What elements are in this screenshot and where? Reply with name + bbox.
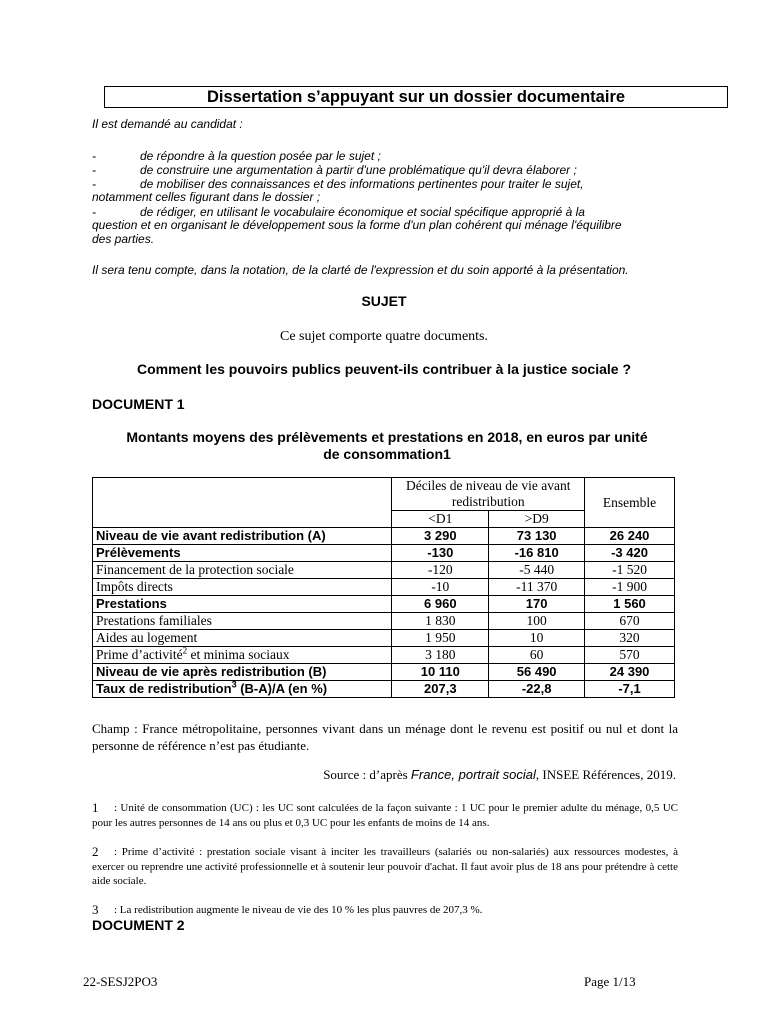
footnote-ref: 2 xyxy=(182,645,188,656)
dash: - xyxy=(92,149,96,163)
cell-d1: -130 xyxy=(392,545,489,562)
footnote-text: : Prime d’activité : prestation sociale visant à inciter les travailleurs (salariés ou non-salariés) aux ressources modestes, à exercer ou reprendre une activité professionnelle et à soutenir leur pouvoir d'achat. Il faut avoir plus de 18 ans pour prétendre à cette aide sociale. xyxy=(92,846,678,887)
header-deciles xyxy=(392,478,585,511)
instruction-item-cont: notamment celles figurant dans le dossier ; xyxy=(92,190,321,204)
row-label xyxy=(93,647,392,664)
cell-d9: 100 xyxy=(489,613,585,630)
cell-ensemble: 320 xyxy=(585,630,675,647)
row-label: Prestations xyxy=(93,596,392,613)
cell-d9: 56 490 xyxy=(489,664,585,681)
cell-d1: -120 xyxy=(392,562,489,579)
instruction-item: de répondre à la question posée par le sujet ; xyxy=(140,149,381,163)
row-label-text: (B-A)/A (en %) xyxy=(236,681,328,696)
table-row xyxy=(93,681,675,698)
cell-d1: 207,3 xyxy=(392,681,489,698)
header-ensemble: Ensemble xyxy=(585,478,675,528)
source-text xyxy=(323,767,676,783)
footer-code: 22-SESJ2PO3 xyxy=(83,974,158,989)
dash: - xyxy=(92,177,96,191)
row-label xyxy=(93,681,392,698)
cell-ensemble: 1 560 xyxy=(585,596,675,613)
cell-d1: 3 290 xyxy=(392,528,489,545)
row-label: Impôts directs xyxy=(93,579,392,596)
table-row xyxy=(93,545,675,562)
row-label: Financement de la protection sociale xyxy=(93,562,392,579)
row-label-text: Prime d’activité xyxy=(96,647,183,662)
sujet-label: SUJET xyxy=(361,293,407,309)
cell-d9: 73 130 xyxy=(489,528,585,545)
row-label-text: Taux de redistribution xyxy=(96,681,232,696)
header-deciles-line2: redistribution xyxy=(451,494,525,509)
row-label: Niveau de vie après redistribution (B) xyxy=(93,664,392,681)
cell-d1: -10 xyxy=(392,579,489,596)
footnote-number: 2 xyxy=(92,844,99,859)
footnote-text: : Unité de consommation (UC) : les UC sont calculées de la façon suivante : 1 UC pour le premier adulte du ménage, 0,5 UC pour les autres personnes de 14 ans ou plus et 0,3 UC pour les enfants de moins de 14 ans. xyxy=(92,802,678,829)
cell-ensemble: 24 390 xyxy=(585,664,675,681)
footnote-text: : La redistribution augmente le niveau de vie des 10 % les plus pauvres de 207,3 %. xyxy=(114,904,483,916)
source-post: , INSEE Références, 2019. xyxy=(535,767,676,782)
cell-d1: 10 110 xyxy=(392,664,489,681)
cell-ensemble: -7,1 xyxy=(585,681,675,698)
cell-ensemble: -3 420 xyxy=(585,545,675,562)
table-row xyxy=(93,630,675,647)
instruction-item: de mobiliser des connaissances et des informations pertinentes pour traiter le sujet, xyxy=(140,177,584,191)
document1-label: DOCUMENT 1 xyxy=(92,396,185,412)
table-row xyxy=(93,596,675,613)
sujet-count: Ce sujet comporte quatre documents. xyxy=(280,329,488,344)
row-label: Aides au logement xyxy=(93,630,392,647)
cell-ensemble: 570 xyxy=(585,647,675,664)
dash: - xyxy=(92,163,96,177)
cell-ensemble: -1 520 xyxy=(585,562,675,579)
instruction-item: de rédiger, en utilisant le vocabulaire économique et social spécifique approprié à la xyxy=(140,205,585,219)
cell-ensemble: 26 240 xyxy=(585,528,675,545)
instruction-item-cont: des parties. xyxy=(92,232,155,246)
champ-text: Champ : France métropolitaine, personnes vivant dans un ménage dont le revenu est positif ou nul et dont la personne de référence n’est pas étudiante. xyxy=(92,721,678,753)
cell-d9: 60 xyxy=(489,647,585,664)
table-row xyxy=(93,647,675,664)
header-d1: <D1 xyxy=(392,511,489,528)
cell-d1: 3 180 xyxy=(392,647,489,664)
table-row xyxy=(93,528,675,545)
source-title: France, portrait social xyxy=(410,767,536,782)
row-label-text: et minima sociaux xyxy=(187,647,290,662)
cell-d9: -16 810 xyxy=(489,545,585,562)
table-title xyxy=(92,429,682,463)
document-title: Dissertation s’appuyant sur un dossier documentaire xyxy=(104,86,728,108)
table-title-line1: Montants moyens des prélèvements et prestations en 2018, en euros par unité xyxy=(126,429,648,445)
cell-d1: 6 960 xyxy=(392,596,489,613)
row-label: Prélèvements xyxy=(93,545,392,562)
dash: - xyxy=(92,205,96,219)
data-table xyxy=(92,477,675,698)
document2-label: DOCUMENT 2 xyxy=(92,917,185,933)
table-row xyxy=(93,664,675,681)
table-row xyxy=(93,613,675,630)
row-label: Niveau de vie avant redistribution (A) xyxy=(93,528,392,545)
header-d9: >D9 xyxy=(489,511,585,528)
cell-ensemble: -1 900 xyxy=(585,579,675,596)
footnote-number: 3 xyxy=(92,902,99,917)
footnote-number: 1 xyxy=(92,800,99,815)
sujet-question: Comment les pouvoirs publics peuvent-ils contribuer à la justice sociale ? xyxy=(136,361,631,377)
cell-d9: 10 xyxy=(489,630,585,647)
cell-d1: 1 950 xyxy=(392,630,489,647)
table-title-line2: de consommation1 xyxy=(323,446,451,462)
header-deciles-line1: Déciles de niveau de vie avant xyxy=(405,478,571,493)
source-pre: Source : d’après xyxy=(323,767,411,782)
table-header-row xyxy=(93,478,675,511)
cell-d9: -11 370 xyxy=(489,579,585,596)
cell-d9: -5 440 xyxy=(489,562,585,579)
instructions-note: Il sera tenu compte, dans la notation, de la clarté de l'expression et du soin apporté à la présentation. xyxy=(92,263,629,277)
cell-d1: 1 830 xyxy=(392,613,489,630)
cell-d9: 170 xyxy=(489,596,585,613)
table-row xyxy=(93,562,675,579)
cell-d9: -22,8 xyxy=(489,681,585,698)
instructions-intro: Il est demandé au candidat : xyxy=(92,117,243,131)
table-row xyxy=(93,579,675,596)
instruction-item-cont: question et en organisant le développement sous la forme d'un plan cohérent qui ménage l'équilibre xyxy=(92,218,622,232)
footnote-ref: 3 xyxy=(231,679,237,690)
instruction-item: de construire une argumentation à partir d'une problématique qu'il devra élaborer ; xyxy=(140,163,577,177)
footer-page-number: Page 1/13 xyxy=(584,974,636,989)
cell-ensemble: 670 xyxy=(585,613,675,630)
row-label: Prestations familiales xyxy=(93,613,392,630)
header-empty-cell xyxy=(93,478,392,528)
